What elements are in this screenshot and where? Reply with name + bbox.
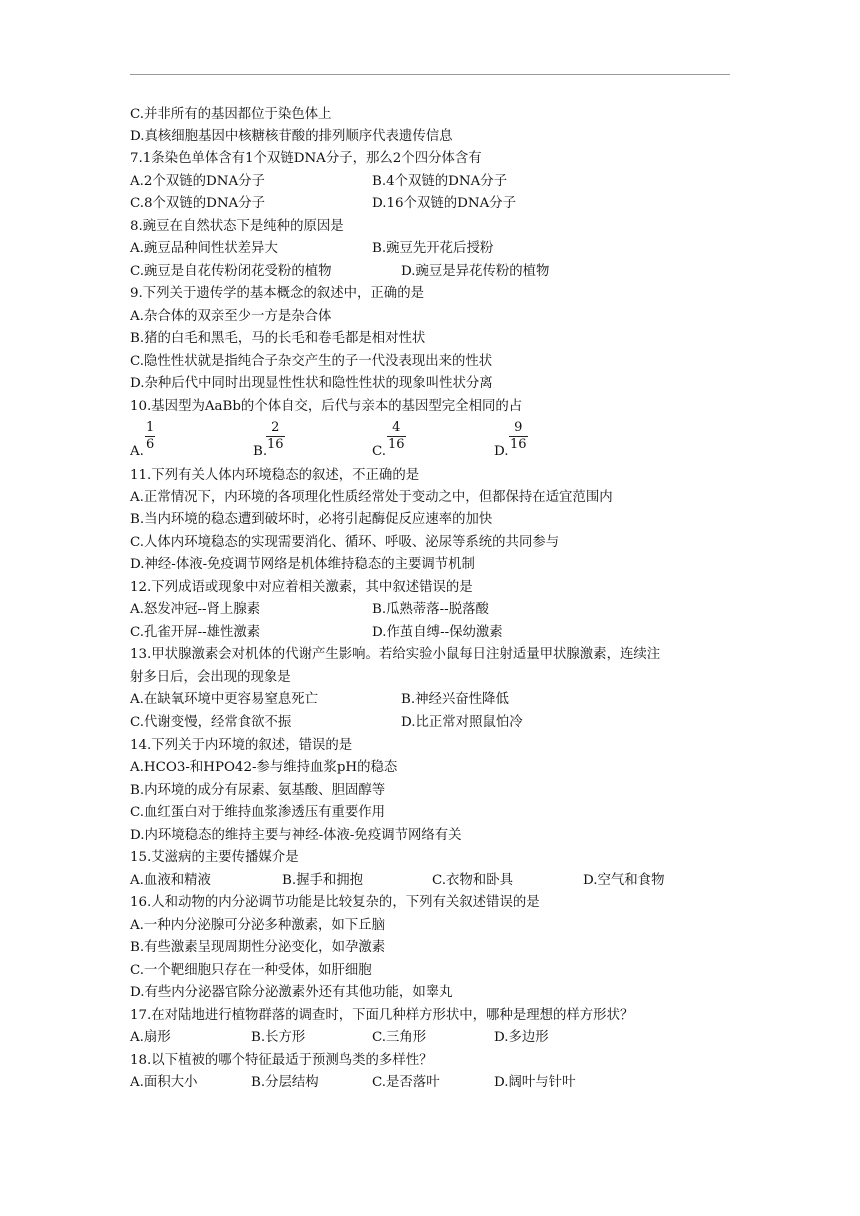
q16-option-d: D.有些内分泌器官除分泌激素外还有其他功能，如睾丸 [130,985,453,1000]
q10-option-d-fraction: 9 16 [510,420,527,452]
q9-option-b: B.猪的白毛和黑毛，马的长毛和卷毛都是相对性状 [130,331,426,346]
q17-option-c: C.三角形 [372,1030,427,1045]
q18-option-b: B.分层结构 [251,1075,319,1090]
q16-option-b: B.有些激素呈现周期性分泌变化，如孕激素 [130,940,386,955]
q7-option-b: B.4个双链的DNA分子 [372,174,508,189]
q9-option-d: D.杂种后代中同时出现显性性状和隐性性状的现象叫性状分离 [130,376,493,391]
q17-option-a: A.扇形 [130,1030,171,1045]
q16-stem: 16.人和动物的内分泌调节功能是比较复杂的，下列有关叙述错误的是 [130,895,540,910]
q9-option-a: A.杂合体的双亲至少一方是杂合体 [130,309,332,324]
q10-option-b-label: B. [253,444,268,459]
q13-option-c: C.代谢变慢，经常食欲不振 [130,715,292,730]
q8-stem: 8.豌豆在自然状态下是纯种的原因是 [130,219,344,234]
q11-option-b: B.当内环境的稳态遭到破坏时，必将引起酶促反应速率的加快 [130,512,493,527]
q6-option-d: D.真核细胞基因中核糖核苷酸的排列顺序代表遗传信息 [130,129,453,144]
q17-option-b: B.长方形 [251,1030,306,1045]
q13-option-b: B.神经兴奋性降低 [401,692,509,707]
q11-option-a: A.正常情况下，内环境的各项理化性质经常处于变动之中，但都保持在适宜范围内 [130,490,613,505]
q10-option-a-label: A. [130,444,144,459]
q10-stem: 10.基因型为AaBb的个体自交，后代与亲本的基因型完全相同的占 [130,399,523,414]
q13-option-a: A.在缺氧环境中更容易窒息死亡 [130,692,319,707]
q11-option-c: C.人体内环境稳态的实现需要消化、循环、呼吸、泌尿等系统的共同参与 [130,535,560,550]
q13-option-d: D.比正常对照鼠怕冷 [401,715,523,730]
q11-option-d: D.神经-体液-免疫调节网络是机体维持稳态的主要调节机制 [130,557,475,572]
q15-stem: 15.艾滋病的主要传播媒介是 [130,850,299,865]
q15-option-a: A.血液和精液 [130,873,211,888]
q8-option-a: A.豌豆品种间性状差异大 [130,241,278,256]
q8-option-b: B.豌豆先开花后授粉 [372,241,494,256]
q18-option-c: C.是否落叶 [372,1075,440,1090]
q7-stem: 7.1条染色单体含有1个双链DNA分子，那么2个四分体含有 [130,151,482,166]
q16-option-a: A.一种内分泌腺可分泌多种激素，如下丘脑 [130,918,385,933]
q9-option-c: C.隐性性状就是指纯合子杂交产生的子一代没表现出来的性状 [130,354,493,369]
q14-option-a: A.HCO3-和HPO42-参与维持血浆pH的稳态 [130,760,398,775]
q10-option-c-label: C. [372,444,387,459]
q9-stem: 9.下列关于遗传学的基本概念的叙述中，正确的是 [130,286,424,301]
q8-option-c: C.豌豆是自花传粉闭花受粉的植物 [130,264,332,279]
q15-option-b: B.握手和拥抱 [282,873,364,888]
q12-option-b: B.瓜熟蒂落--脱落酸 [372,602,489,617]
q18-option-a: A.面积大小 [130,1075,198,1090]
q15-option-d: D.空气和食物 [583,873,665,888]
q10-option-d-label: D. [494,444,509,459]
q14-option-b: B.内环境的成分有尿素、氨基酸、胆固醇等 [130,783,386,798]
q14-option-c: C.血红蛋白对于维持血浆渗透压有重要作用 [130,805,386,820]
q15-option-c: C.衣物和卧具 [432,873,513,888]
q12-stem: 12.下列成语或现象中对应着相关激素，其中叙述错误的是 [130,580,473,595]
q12-option-d: D.作茧自缚--保幼激素 [372,625,503,640]
q7-option-c: C.8个双链的DNA分子 [130,196,266,211]
q12-option-a: A.怒发冲冠--肾上腺素 [130,602,261,617]
q17-option-d: D.多边形 [494,1030,549,1045]
q13-stem: 13.甲状腺激素会对机体的代谢产生影响。若给实验小鼠每日注射适量甲状腺激素，连续注 [130,647,661,662]
q7-option-d: D.16个双链的DNA分子 [372,196,517,211]
q10-option-c-fraction: 4 16 [388,420,405,452]
q17-stem: 17.在对陆地进行植物群落的调查时，下面几种样方形状中，哪种是理想的样方形状？ [130,1008,634,1023]
q18-stem: 18.以下植被的哪个特征最适于预测鸟类的多样性？ [130,1053,433,1068]
q10-option-a-fraction: 1 6 [146,420,155,452]
q7-option-a: A.2个双链的DNA分子 [130,174,265,189]
header-rule [130,74,730,75]
q8-option-d: D.豌豆是异花传粉的植物 [401,264,550,279]
q12-option-c: C.孔雀开屏--雄性激素 [130,625,261,640]
q10-option-b-fraction: 2 16 [267,420,284,452]
q14-option-d: D.内环境稳态的维持主要与神经-体液-免疫调节网络有关 [130,828,462,843]
q18-option-d: D.阔叶与针叶 [494,1075,576,1090]
q14-stem: 14.下列关于内环境的叙述，错误的是 [130,738,353,753]
q13-stem-cont: 射多日后，会出现的现象是 [130,670,291,685]
q6-option-c: C.并非所有的基因都位于染色体上 [130,107,332,122]
q16-option-c: C.一个靶细胞只存在一种受体，如肝细胞 [130,963,372,978]
q11-stem: 11.下列有关人体内环境稳态的叙述，不正确的是 [130,468,420,483]
